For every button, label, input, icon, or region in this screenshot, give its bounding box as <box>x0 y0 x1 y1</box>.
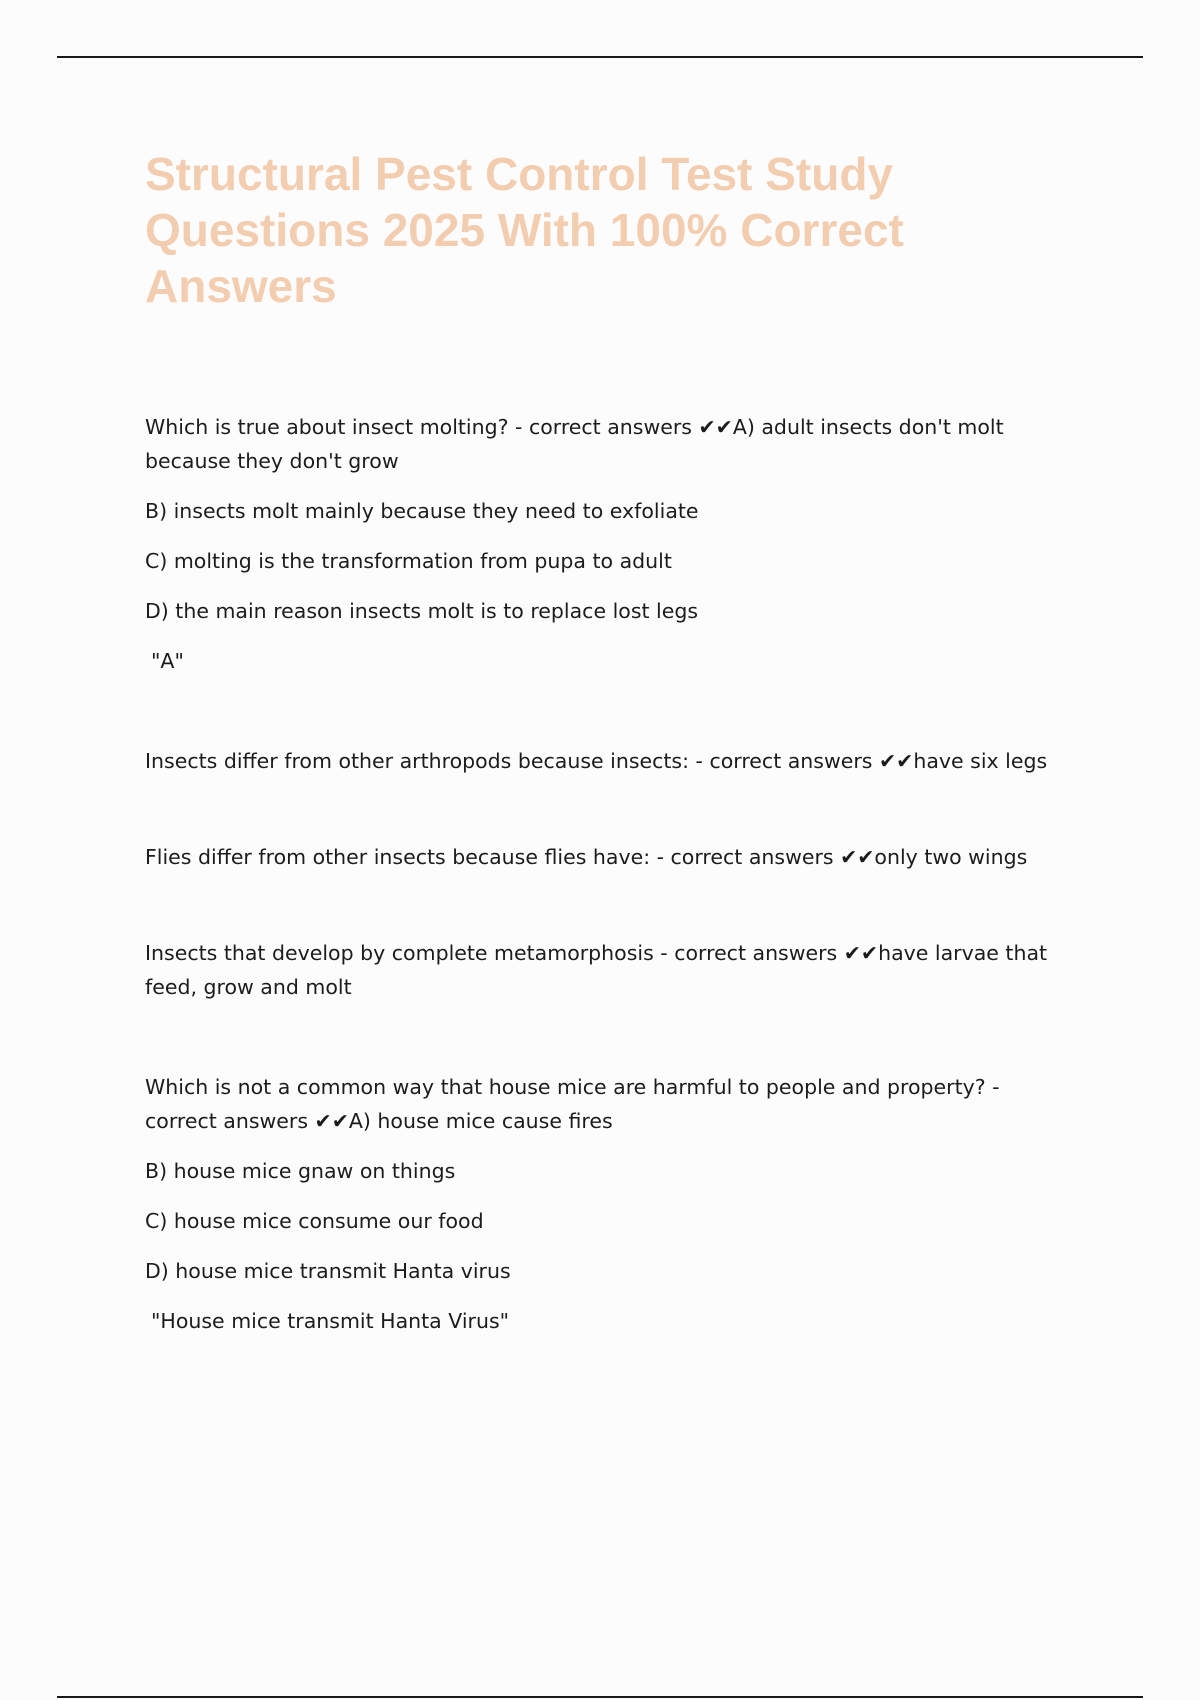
correct-answer-quote: "House mice transmit Hanta Virus" <box>151 1309 510 1333</box>
document-title: Structural Pest Control Test Study Questions 2025 With 100% Correct Answers <box>145 148 904 312</box>
question-text: Insects that develop by complete metamorphosis - correct answers ✔✔have larvae that feed, grow and molt <box>145 941 1048 999</box>
answer-option: D) house mice transmit Hanta virus <box>145 1259 511 1283</box>
answer-option: C) molting is the transformation from pupa to adult <box>145 549 672 573</box>
question-text: Flies differ from other insects because flies have: - correct answers ✔✔only two wings <box>145 845 1028 869</box>
answer-option: D) the main reason insects molt is to replace lost legs <box>145 599 699 623</box>
correct-answer-quote: "A" <box>151 649 184 673</box>
answer-option: B) house mice gnaw on things <box>145 1159 456 1183</box>
question-text: Which is true about insect molting? - correct answers ✔✔A) adult insects don't molt because they don't grow <box>145 415 1004 473</box>
question-block <box>145 1070 1075 1338</box>
top-rule <box>57 56 1143 58</box>
question-text: Which is not a common way that house mice are harmful to people and property? - correct answers ✔✔A) house mice cause fires <box>145 1075 1000 1133</box>
document-body <box>145 410 1075 1338</box>
bottom-rule <box>57 1696 1143 1698</box>
answer-option: C) house mice consume our food <box>145 1209 484 1233</box>
question-block <box>145 744 1075 778</box>
question-block <box>145 840 1075 874</box>
question-text: Insects differ from other arthropods because insects: - correct answers ✔✔have six legs <box>145 749 1048 773</box>
question-block <box>145 936 1075 1004</box>
answer-option: B) insects molt mainly because they need to exfoliate <box>145 499 699 523</box>
question-block <box>145 410 1075 678</box>
